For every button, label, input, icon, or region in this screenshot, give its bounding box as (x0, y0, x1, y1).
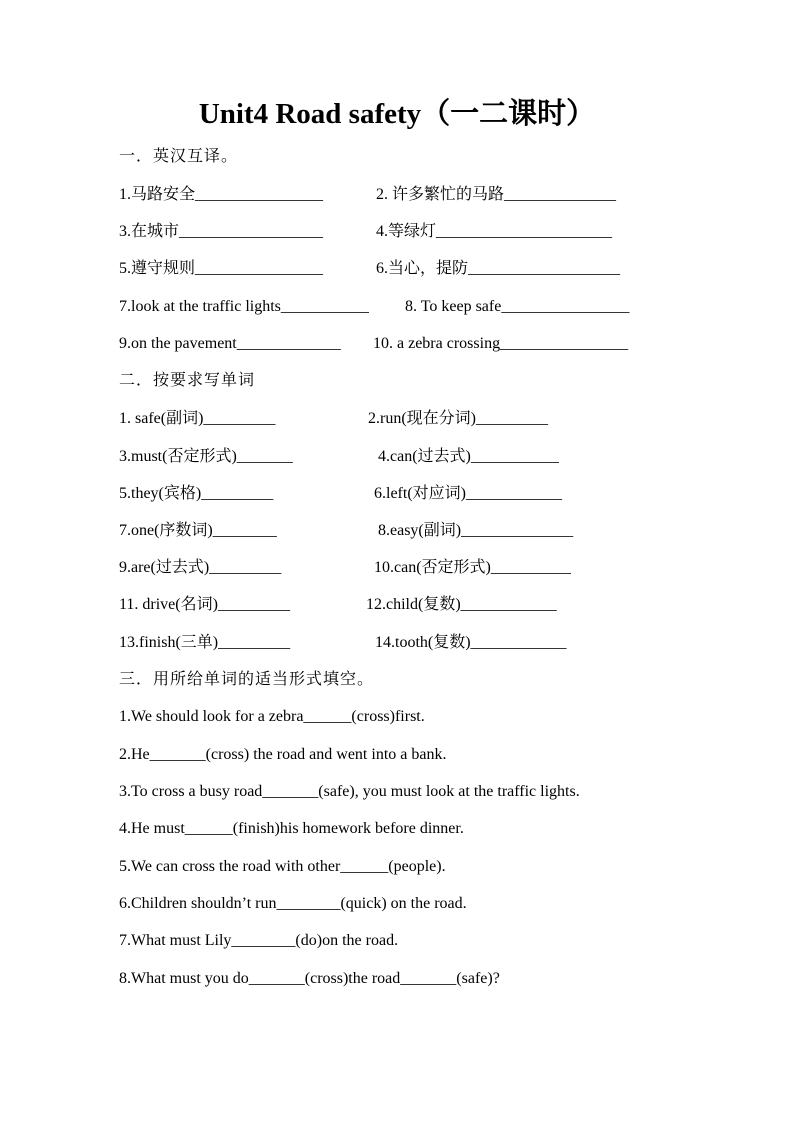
section3-heading: 三．用所给单词的适当形式填空。 (119, 671, 375, 688)
section2-item-7: 7.one(序数词)________ (119, 522, 277, 539)
section3-item-4: 4.He must______(finish)his homework before dinner. (119, 820, 464, 837)
section1-item-1: 1.马路安全________________ (119, 186, 324, 203)
section1-item-2: 2. 许多繁忙的马路______________ (376, 186, 617, 203)
section2-item-1: 1. safe(副词)_________ (119, 410, 276, 427)
section1-item-9: 9.on the pavement_____________ (119, 335, 341, 352)
section3-item-6: 6.Children shouldn’t run________(quick) on the road. (119, 895, 467, 912)
section2-item-12: 12.child(复数)____________ (366, 596, 557, 613)
section3-item-1: 1.We should look for a zebra______(cross)first. (119, 708, 425, 725)
section3-item-3: 3.To cross a busy road_______(safe), you must look at the traffic lights. (119, 783, 580, 800)
section3-item-2: 2.He_______(cross) the road and went into a bank. (119, 746, 447, 763)
section2-item-2: 2.run(现在分词)_________ (368, 410, 548, 427)
section2-item-8: 8.easy(副词)______________ (378, 522, 574, 539)
section2-item-9: 9.are(过去式)_________ (119, 559, 282, 576)
section3-item-5: 5.We can cross the road with other______(people). (119, 858, 446, 875)
section2-item-3: 3.must(否定形式)_______ (119, 448, 293, 465)
section1-item-3: 3.在城市__________________ (119, 223, 324, 240)
section3-item-7: 7.What must Lily________(do)on the road. (119, 932, 399, 949)
section2-item-14: 14.tooth(复数)____________ (375, 634, 567, 651)
section2-item-10: 10.can(否定形式)__________ (374, 559, 571, 576)
section1-item-7: 7.look at the traffic lights___________ (119, 298, 369, 315)
section1-heading: 一．英汉互译。 (119, 148, 239, 165)
section2-heading: 二．按要求写单词 (119, 372, 256, 389)
section2-item-5: 5.they(宾格)_________ (119, 485, 274, 502)
section2-item-13: 13.finish(三单)_________ (119, 634, 291, 651)
section1-item-6: 6.当心，提防___________________ (376, 260, 621, 277)
page-title: Unit4 Road safety（一二课时） (198, 98, 596, 130)
section1-item-10: 10. a zebra crossing________________ (373, 335, 629, 352)
section1-item-4: 4.等绿灯______________________ (376, 223, 613, 240)
section1-item-8: 8. To keep safe________________ (405, 298, 630, 315)
section1-item-5: 5.遵守规则________________ (119, 260, 324, 277)
section2-item-11: 11. drive(名词)_________ (119, 596, 290, 613)
section2-item-4: 4.can(过去式)___________ (378, 448, 559, 465)
section2-item-6: 6.left(对应词)____________ (374, 485, 562, 502)
section3-item-8: 8.What must you do_______(cross)the road_______(safe)? (119, 970, 500, 987)
